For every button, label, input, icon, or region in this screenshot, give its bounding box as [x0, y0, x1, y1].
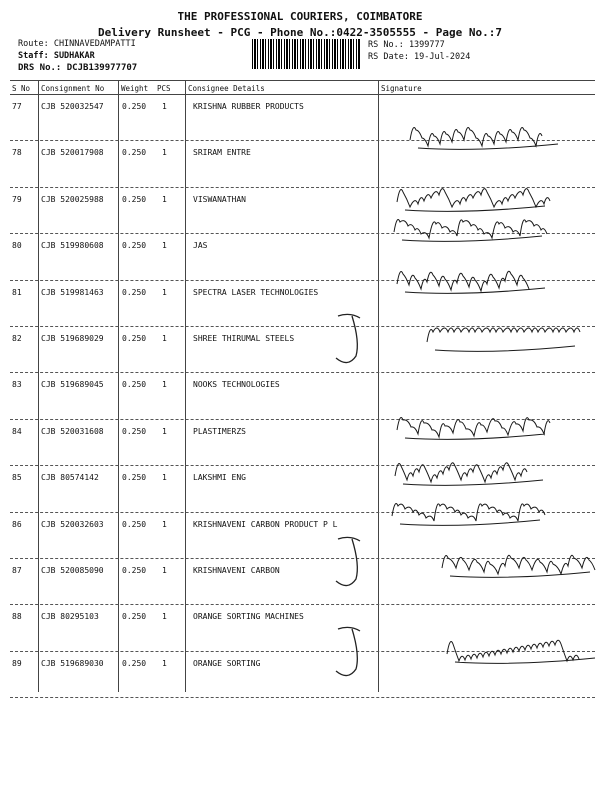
row-consignee: KRISHNA RUBBER PRODUCTS [193, 102, 304, 111]
row-pcs: 1 [162, 473, 167, 483]
row-consignee: ORANGE SORTING MACHINES [193, 612, 304, 622]
row-consignment-no: CJB 520032547 [41, 102, 104, 111]
row-consignee: VISWANATHAN [193, 194, 246, 204]
row-pcs: 1 [162, 612, 167, 622]
row-pcs: 1 [162, 566, 167, 575]
drs-number: DRS No.: DCJB139977707 [18, 63, 138, 73]
col-header-weight: Weight [121, 84, 149, 93]
row-consignee: KRISHNAVENI CARBON PRODUCT P L [193, 519, 338, 529]
row-pcs: 1 [162, 519, 167, 529]
row-pcs: 1 [162, 148, 167, 158]
row-weight: 0.250 [122, 612, 147, 622]
row-weight: 0.250 [122, 148, 147, 158]
handwritten-signature [408, 118, 588, 158]
company-title: THE PROFESSIONAL COURIERS, COIMBATORE [177, 10, 423, 23]
col-divider [185, 80, 186, 692]
row-pcs: 1 [162, 287, 167, 297]
row-consignee: LAKSHMI ENG [193, 473, 246, 483]
handwritten-signature [440, 546, 600, 586]
row-weight: 0.250 [122, 102, 147, 111]
row-sno: 79 [12, 194, 22, 204]
runsheet-subtitle: Delivery Runsheet - PCG - Phone No.:0422-3505555 - Page No.:7 [98, 26, 502, 39]
row-consignment-no: CJB 519689045 [41, 380, 104, 390]
table-top-border [10, 80, 595, 81]
handwritten-signature [393, 454, 573, 494]
row-pcs: 1 [162, 380, 167, 390]
row-consignment-no: CJB 519981463 [41, 287, 104, 297]
col-header-signature: Signature [381, 84, 422, 93]
col-divider [118, 80, 119, 692]
handwritten-signature [395, 408, 575, 448]
row-consignment-no: CJB 520025988 [41, 194, 104, 204]
row-pcs: 1 [162, 102, 167, 111]
col-divider [38, 80, 39, 692]
row-weight: 0.250 [122, 566, 147, 575]
handwritten-signature [395, 262, 575, 302]
row-consignee: NOOKS TECHNOLOGIES [193, 380, 280, 390]
row-consignee: SHREE THIRUMAL STEELS [193, 334, 295, 343]
row-consignment-no: CJB 519689030 [41, 658, 104, 668]
row-sno: 78 [12, 148, 22, 158]
row-weight: 0.250 [122, 519, 147, 529]
row-consignment-no: CJB 80574142 [41, 473, 99, 483]
row-sno: 83 [12, 380, 22, 390]
row-sno: 88 [12, 612, 22, 622]
row-consignee: SPECTRA LASER TECHNOLOGIES [193, 287, 319, 297]
row-sno: 89 [12, 658, 22, 668]
col-header-consignee: Consignee Details [188, 84, 265, 93]
row-sno: 77 [12, 102, 22, 111]
row-weight: 0.250 [122, 380, 147, 390]
row-pcs: 1 [162, 241, 167, 251]
row-sno: 84 [12, 426, 22, 436]
row-consignee: KRISHNAVENI CARBON [193, 566, 280, 575]
row-sno: 81 [12, 287, 22, 297]
row-divider [10, 697, 595, 698]
row-consignment-no: CJB 80295103 [41, 612, 99, 622]
handwritten-signature [425, 320, 600, 360]
row-weight: 0.250 [122, 658, 147, 668]
row-weight: 0.250 [122, 426, 147, 436]
col-divider [378, 80, 379, 692]
check-mark-icon [330, 535, 370, 595]
row-weight: 0.250 [122, 241, 147, 251]
row-consignee: SRIRAM ENTRE [193, 148, 251, 158]
row-pcs: 1 [162, 334, 167, 343]
row-sno: 80 [12, 241, 22, 251]
row-sno: 87 [12, 566, 22, 575]
route: Route: CHINNAVEDAMPATTI [18, 39, 136, 49]
handwritten-signature [445, 632, 600, 672]
rs-date: RS Date: 19-Jul-2024 [368, 52, 471, 62]
row-sno: 85 [12, 473, 22, 483]
row-pcs: 1 [162, 194, 167, 204]
col-header-pcs: PCS [157, 84, 171, 93]
row-consignment-no: CJB 520032603 [41, 519, 104, 529]
row-pcs: 1 [162, 658, 167, 668]
row-divider [10, 372, 595, 373]
check-mark-icon [330, 312, 370, 372]
rs-number: RS No.: 1399777 [368, 40, 445, 50]
row-consignment-no: CJB 520017908 [41, 148, 104, 158]
staff: Staff: SUDHAKAR [18, 51, 95, 61]
row-sno: 82 [12, 334, 22, 343]
row-pcs: 1 [162, 426, 167, 436]
col-header-consignment: Consignment No [41, 84, 105, 93]
row-consignment-no: CJB 519980608 [41, 241, 104, 251]
row-weight: 0.250 [122, 194, 147, 204]
row-divider [10, 604, 595, 605]
col-header-sno: S No [12, 84, 31, 93]
row-consignment-no: CJB 520085090 [41, 566, 104, 575]
row-sno: 86 [12, 519, 22, 529]
row-consignment-no: CJB 519689029 [41, 334, 104, 343]
header-bottom-border [10, 94, 595, 95]
barcode [252, 39, 360, 69]
row-consignee: JAS [193, 241, 208, 251]
row-consignee: ORANGE SORTING [193, 658, 261, 668]
row-weight: 0.250 [122, 334, 147, 343]
handwritten-signature [390, 494, 570, 534]
row-consignment-no: CJB 520031608 [41, 426, 104, 436]
row-weight: 0.250 [122, 473, 147, 483]
row-consignee: PLASTIMERZS [193, 426, 246, 436]
row-weight: 0.250 [122, 287, 147, 297]
check-mark-icon [330, 625, 370, 685]
handwritten-signature [392, 210, 572, 250]
